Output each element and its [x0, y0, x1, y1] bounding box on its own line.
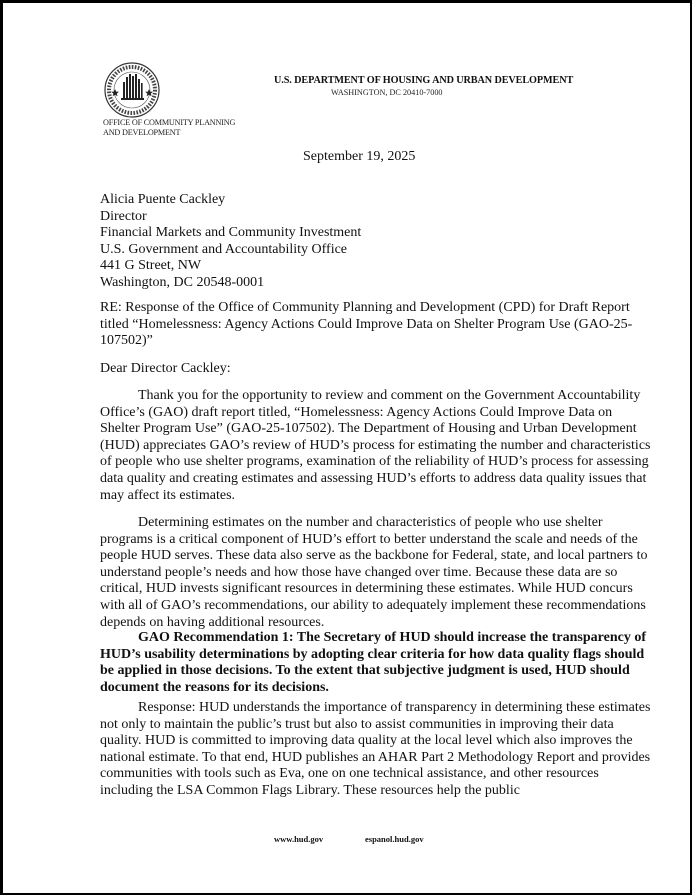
footer-link-hud[interactable]: www.hud.gov	[274, 834, 324, 844]
office-line-1: OFFICE OF COMMUNITY PLANNING	[103, 118, 236, 127]
department-address: WASHINGTON, DC 20410-7000	[331, 88, 443, 97]
recipient-name: Alicia Puente Cackley	[100, 192, 226, 207]
office-name	[103, 118, 235, 137]
office-line-2: AND DEVELOPMENT	[103, 127, 181, 137]
recipient-agency: U.S. Government and Accountability Office	[100, 241, 348, 257]
gao-recommendation-1: GAO Recommendation 1: The Secretary of HUD should increase the transparency of HUD’s usability determinations by adopting clear criteria for how data quality flags should be applied in those decisions. To the extent that subjective judgment is used, HUD should document the reasons for its decisions.	[100, 630, 646, 695]
recipient-title: Director	[100, 208, 147, 224]
body-paragraph-1: Thank you for the opportunity to review and comment on the Government Accountability Office’s (GAO) draft report titled, “Homelessness: Agency Actions Could Improve Data on Shelter Program Use” (GAO-25-107502). The Department of Housing and Urban Development (HUD) appreciates GAO’s review of HUD’s process for estimating the number and characteristics of people who use shelter programs, examination of the reliability of HUD’s process for assessing data quality and creating estimates and assessing HUD’s efforts to address data quality issues that may affect its estimates.	[100, 388, 651, 503]
department-name: U.S. DEPARTMENT OF HOUSING AND URBAN DEVELOPMENT	[274, 75, 574, 86]
recipient-city: Washington, DC 20548-0001	[100, 274, 265, 290]
salutation: Dear Director Cackley:	[100, 361, 231, 376]
re-line: RE: Response of the Office of Community Planning and Development (CPD) for Draft Report titled “Homelessness: Agency Actions Could Improve Data on Shelter Program Use (GAO-25-107502)”	[100, 300, 633, 349]
body-paragraph-2: Determining estimates on the number and characteristics of people who use shelter programs is a critical component of HUD’s effort to better understand the scale and needs of the people HUD serves. These data also serve as the backbone for Federal, state, and local partners to understand people’s needs and how those have changed over time. Because these data are so critical, HUD invests significant resources in determining these estimates. While HUD concurs with all of GAO’s recommendations, our ability to adequately implement these recommendations depends on having additional resources.	[100, 515, 648, 630]
recipient-address	[100, 192, 361, 292]
letter-date: September 19, 2025	[303, 149, 416, 164]
footer-link-espanol[interactable]: espanol.hud.gov	[365, 834, 424, 844]
recipient-street: 441 G Street, NW	[100, 258, 202, 274]
hud-seal-icon	[101, 61, 163, 119]
recipient-division: Financial Markets and Community Investment	[100, 225, 362, 241]
hud-response-1: Response: HUD understands the importance of transparency in determining these estimates not only to maintain the public’s trust but also to assist communities in improving their data quality. HUD is committed to improving data quality at the local level which also improves the national estimate. To that end, HUD publishes an AHAR Part 2 Methodology Report and provides communities with tools such as Eva, one on one technical assistance, and other resources including the LSA Common Flags Library. These resources help the public	[100, 700, 651, 798]
